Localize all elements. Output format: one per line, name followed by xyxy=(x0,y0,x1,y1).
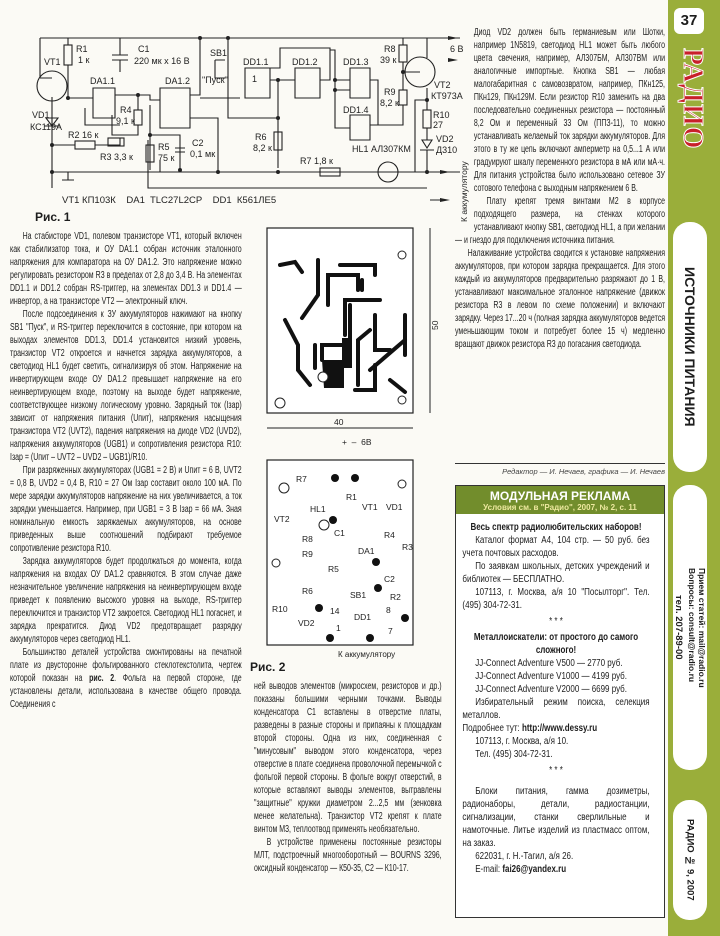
ad-header xyxy=(456,486,664,514)
ad-line: По заявкам школьных, детских учреждений и библиотек — БЕСПЛАТНО. xyxy=(462,561,650,585)
pcb-label: R4 xyxy=(384,530,395,540)
ad-line: 107113, г. Москва, а/я 10 "Посылторг". Тел. (495) 304-72-31. xyxy=(462,587,650,611)
pcb-label: R3 xyxy=(402,542,413,552)
figure-1-caption: Рис. 1 xyxy=(35,210,71,224)
section-title: ИСТОЧНИКИ ПИТАНИЯ xyxy=(682,267,698,427)
ad-line: Тел. (495) 304-72-31. xyxy=(475,749,553,760)
label-to-battery: К аккумулятору xyxy=(459,161,469,222)
label-r10-value: 27 xyxy=(433,120,444,130)
ad-line: 622031, г. Н.-Тагил, а/я 26. xyxy=(475,851,574,862)
ad-text: E-mail: xyxy=(475,864,503,875)
label-r3: R3 3,3 к xyxy=(100,152,133,162)
pcb-label: 7 xyxy=(388,626,393,636)
label-dd11: DD1.1 xyxy=(243,57,269,67)
pcb-label: VD1 xyxy=(386,502,403,512)
paragraph: Зарядка аккумуляторов будет продолжаться до момента, когда напряжения на входах ОУ DA1.2 сравняются. В этом случае даже незначительное увеличение напряжения на неинвертирующем входе приведет к появлению высокого уровня на выходе, RS-триггер переключится и транзистор VT2 закроется. Светодиод HL1 погаснет, и зарядка прекратится. Диод VD2 предотвращает разрядку аккумуляторов через светодиод HL1. xyxy=(10,556,242,645)
label-r1-value: 1 к xyxy=(78,55,90,65)
separator: * * * xyxy=(549,765,563,776)
paragraph: В устройстве применены постоянные резисторы МЛТ, подстроечный многооборотный — BOURNS 3296, оксидный конденсатор — К50-35, C2 — К10-17. xyxy=(254,837,442,874)
ad-line: JJ-Connect Adventure V2000 — 6699 руб. xyxy=(475,684,627,695)
to-battery-label: К аккумулятору xyxy=(338,650,396,659)
contacts-tab xyxy=(673,485,707,770)
paragraph: ней выводов элементов (микросхем, резисторов и др.) показаны большими черными точками. Выводы конденсатора C1 вставлены в отверстие платы, разведены в разные стороны и припаяны к площадкам второй стороны. Одна из них, соединенная с "минусовым" выводом этого конденсатора, через отверстие в плате соединена проволочной перемычкой с фольгой первой стороны. В фольге вокруг отверстий, в которые вставляют выводы элементов, вытравлены "защитные" кружки диаметром 2...2,5 мм (зенковка менее желательна). Транзистор VT2 крепят к плате винтом М3, теплоотвод применять необязательно. xyxy=(254,681,442,835)
ad-line: Каталог формат А4, 104 стр. — 50 руб. без учета почтовых расходов. xyxy=(462,535,650,559)
ad-line: Блоки питания, гамма дозиметры, радионаборы, детали, радиостанции, сигнализации, станки сверлильные и намоточные. Литье изделий из пластмасс оптом, на заказ. xyxy=(462,786,650,849)
phone: тел. 207-89-00 xyxy=(673,595,684,660)
pcb-label: R7 xyxy=(296,474,307,484)
label-r8-value: 39 к xyxy=(380,55,397,65)
pcb-label: VT1 xyxy=(362,502,378,512)
label-vd1-value: КС119А xyxy=(30,122,62,132)
ad-line: JJ-Connect Adventure V1000 — 4199 руб. xyxy=(475,671,627,682)
label-r2: R2 16 к xyxy=(68,130,99,140)
dimension-width: 40 xyxy=(334,417,344,427)
label-dd14: DD1.4 xyxy=(343,105,369,115)
schematic-figure-1 xyxy=(0,0,470,230)
label-r8: R8 xyxy=(384,44,396,54)
label-c2-value: 0,1 мк xyxy=(190,149,216,159)
credits: Редактор — И. Нечаев, графика — И. Нечаев xyxy=(502,467,665,476)
text: . Фольга на первой стороне, где установлены детали, использована в качестве общего провода. Соединения с xyxy=(10,673,242,710)
label-vd2: VD2 xyxy=(436,134,454,144)
ad-heading: Весь спектр радиолюбительских наборов! xyxy=(470,522,642,533)
radio-logo: РАДИО xyxy=(677,48,708,150)
pcb-label: R1 xyxy=(346,492,357,502)
page-number: 37 xyxy=(674,8,704,34)
dimension-height: 50 xyxy=(430,320,440,330)
left-column xyxy=(10,230,242,711)
pcb-label: R8 xyxy=(302,534,313,544)
advertising-box xyxy=(455,485,665,918)
pcb-label: C2 xyxy=(384,574,395,584)
pcb-label: DD1 xyxy=(354,612,372,622)
magazine-sidebar xyxy=(668,0,720,936)
paragraph: При разряженных аккумуляторах (UGB1 = 2 В) и Uпит = 6 В, UVT2 = 0,8 В, UVD2 = 0,4 В, R10 = 27 Ом Iзар составит около 100 мА. По мере зарядки аккумуляторов напряжение на них увеличивается, а ток зарядки уменьшается. Например, при UGB1 = 3 В Iзар = 66 мА. Зная номинальную емкость заряжаемых аккумуляторов, на основе приведенных выше соотношений подбирают требуемое сопротивление резистора R10. xyxy=(10,465,242,554)
label-r9-value: 8,2 к xyxy=(380,98,399,108)
pcb-label: R6 xyxy=(302,586,313,596)
issue-label: РАДИО № 9, 2007 xyxy=(684,819,696,901)
label-r9: R9 xyxy=(384,87,396,97)
pcb-label: SB1 xyxy=(350,590,367,600)
separator: * * * xyxy=(549,616,563,627)
pcb-figure-2 xyxy=(250,220,450,660)
section-tab xyxy=(673,222,707,472)
pcb-label: R5 xyxy=(328,564,339,574)
questions-email: Вопросы: consult@radio.ru xyxy=(687,567,697,682)
label-r6-value: 8,2 к xyxy=(253,143,272,153)
pcb-label: R9 xyxy=(302,549,313,559)
parts-list: VT1 КП103К DA1 TLC27L2CP DD1 К561ЛЕ5 xyxy=(62,195,277,206)
label-r1: R1 xyxy=(76,44,88,54)
middle-column xyxy=(254,680,442,875)
ad-subtitle: Условия см. в "Радио", 2007, № 2, с. 11 xyxy=(483,503,637,512)
pcb-label: R2 xyxy=(390,592,401,602)
label-r4: R4 xyxy=(120,105,132,115)
ad-text: Подробнее тут: xyxy=(462,723,522,734)
label-6v: 6 В xyxy=(450,44,464,54)
label-r10: R10 xyxy=(433,110,450,120)
label-r5: R5 xyxy=(158,142,170,152)
label-r6: R6 xyxy=(255,132,267,142)
label-vt2-value: КТ973А xyxy=(431,91,463,101)
paragraph: Налаживание устройства сводится к установке напряжения аккумуляторов, при котором зарядка прекращается. Для этого каждый из аккумуляторов предварительно разряжают до 1 В, устанавливают максимальное эталонное напряжение (движок резистора R3 в левом по схеме положении) и включают зарядку. Через 17...20 ч (полная зарядка аккумуляторов ведется уменьшающим током и потребует более 15 ч) медленно вращают движок резистора R3 до погасания светодиода. xyxy=(455,248,665,350)
ad-line: Избирательный режим поиска, селекция металлов. xyxy=(462,697,650,721)
text: Большинство деталей устройства смонтированы на печатной плате из двусторонне фольгированного стеклотекстолита, чертеж которой показан на xyxy=(10,647,242,684)
right-column xyxy=(455,26,665,351)
label-r5-value: 75 к xyxy=(158,153,175,163)
label-c1-value: 220 мк x 16 В xyxy=(134,56,190,66)
ad-url-link[interactable]: http://www.dessy.ru xyxy=(521,723,598,734)
figure-reference: рис. 2 xyxy=(89,673,115,684)
power-terminals-label: + – 6В xyxy=(342,437,372,447)
label-pusk: "Пуск" xyxy=(202,75,228,85)
paragraph: Диод VD2 должен быть германиевым или Шотки, например 1N5819, светодиод HL1 может быть любого цвета свечения, например, АЛ307БМ, АЛ307ВМ или аналогичные импортные. Кнопка SB1 — любая малогабаритная с самовозвратом, например, ПКн125, ПКн129, ПКн129М. Если резистор R10 заменить на два последовательно соединенных резистора — постоянный 8,2 Ом и переменный 33 Ом (ППЗ-11), то можно устанавливать желаемый ток зарядки аккумуляторов. Для этого в ту же цепь включают амперметр на 0,5...1 А или градуируют шкалу переменного резистора в мА или мА·ч. Для питания устройства было использовано сетевое ЗУ сотового телефона с выходным напряжением 6 В. xyxy=(473,27,665,194)
pcb-label: VD2 xyxy=(298,618,315,628)
label-r7: R7 1,8 к xyxy=(300,156,333,166)
pcb-label: DA1 xyxy=(358,546,375,556)
pcb-label: VT2 xyxy=(274,514,290,524)
label-r4-value: 9,1 к xyxy=(116,116,135,126)
gate-label: 1 xyxy=(252,74,258,84)
figure-2-caption: Рис. 2 xyxy=(250,660,286,674)
label-vt1: VT1 xyxy=(44,57,61,67)
label-c1: C1 xyxy=(138,44,150,54)
label-hl1: HL1 АЛ307КМ xyxy=(352,144,411,154)
label-da12: DA1.2 xyxy=(165,76,191,86)
label-dd13: DD1.3 xyxy=(343,57,369,67)
label-dd12: DD1.2 xyxy=(292,57,318,67)
pcb-label: 1 xyxy=(336,623,341,633)
articles-email: Прием статей: mail@radio.ru xyxy=(697,567,707,688)
pcb-label: HL1 xyxy=(310,504,326,514)
label-c2: C2 xyxy=(192,138,204,148)
ad-heading: Металлоискатели: от простого до самого сложного! xyxy=(473,632,639,656)
label-da11: DA1.1 xyxy=(90,76,116,86)
paragraph xyxy=(10,646,242,711)
label-sb1: SB1 xyxy=(210,48,228,58)
ad-line: JJ-Connect Adventure V500 — 2770 руб. xyxy=(475,658,623,669)
label-vd2-value: Д310 xyxy=(436,145,458,155)
pcb-label: 8 xyxy=(386,605,391,615)
paragraph: После подсоединения к ЗУ аккумуляторов нажимают на кнопку SB1 "Пуск", и RS-триггер переключится в состояние, при котором на выходах элементов DD1.3, DD1.4 установится низкий уровень, транзистор VT2 откроется и начнется зарядка аккумуляторов, а светодиод HL1 будет светить, сигнализируя об этом. Напряжение на инвертирующем входе ОУ DA1.2 превышает напряжение на его неинвертирующем входе, поэтому на выходе будет напряжение, соответствующее низкому логическому уровню. Зарядный ток (Iзар) зависит от напряжения питания (Uпит), напряжения насыщения транзистора VT2 (UVT2), падения напряжения на диоде VD2 (UVD2), напряжения аккумуляторов (UGB1) и сопротивления резистора R10: Iзар = (Uпит – UVT2 – UVD2 – UGB1)/R10. xyxy=(10,309,242,463)
label-vd1: VD1 xyxy=(32,110,50,120)
paragraph: Плату крепят тремя винтами М2 в корпусе подходящего размера, на стенках которого устанавливают кнопку SB1, светодиод HL1, а при желании — и гнездо для подключения источника питания. xyxy=(455,196,665,246)
ad-title: МОДУЛЬНАЯ РЕКЛАМА xyxy=(489,489,631,503)
paragraph: На стабисторе VD1, полевом транзисторе VT1, который включен как стабилизатор тока, и ОУ DA1.1 собран источник эталонного напряжения для компаратора на ОУ DA1.2. Это напряжение можно регулировать резистором R3 в пределах от 2,8 до 3,4 В. На элементах DD1.1 и DD1.2 собран RS-триггер, на элементах DD1.3 и DD1.4 — инвертор, а на транзисторе VT2 — электронный ключ. xyxy=(10,231,242,307)
pcb-label: 14 xyxy=(330,606,340,616)
ad-email-link[interactable]: fai26@yandex.ru xyxy=(502,864,567,875)
pcb-label: R10 xyxy=(272,604,288,614)
ad-line: 107113, г. Москва, а/я 10. xyxy=(475,736,569,747)
pcb-label: C1 xyxy=(334,528,345,538)
label-vt2: VT2 xyxy=(434,80,451,90)
issue-tab xyxy=(673,800,707,920)
